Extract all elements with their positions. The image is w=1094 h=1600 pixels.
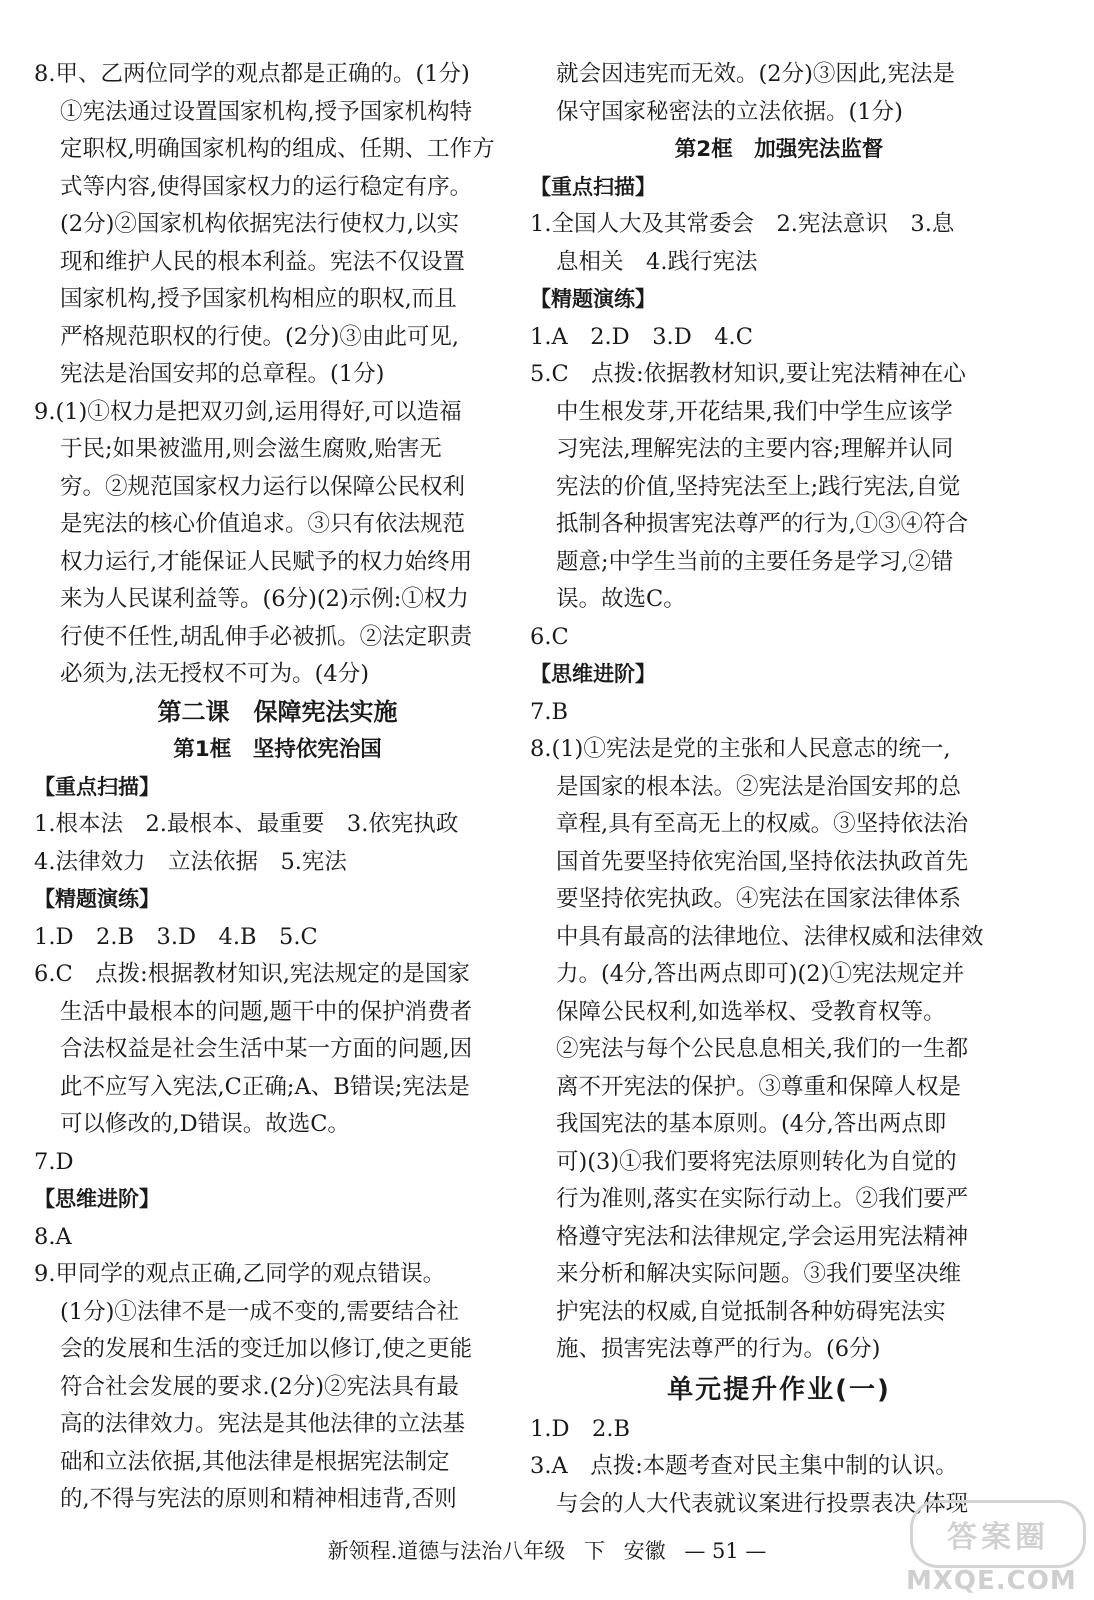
lesson-title: 第二课 保障宪法实施 — [157, 697, 398, 726]
watermark-logo: 答案圈 — [910, 1500, 1086, 1568]
answer-line: 就会因违宪而无效。(2分)③因此,宪法是 — [556, 61, 956, 87]
answer-line: 行使不任性,胡乱伸手必被抓。②法定职责 — [60, 623, 473, 650]
answer-line: 于民;如果被滥用,则会滋生腐败,贻害无 — [60, 436, 442, 462]
answer-line: 6.C — [530, 623, 569, 650]
answer-line: 5.C 点拨:依据教材知识,要让宪法精神在心 — [530, 361, 966, 387]
answer-line: 是宪法的核心价值追求。③只有依法规范 — [60, 511, 466, 537]
section-label: 【思维进阶】 — [34, 1187, 160, 1211]
answer-line: 题意;中学生当前的主要任务是学习,②错 — [556, 548, 954, 575]
answer-line: 4.法律效力 立法依据 5.宪法 — [34, 848, 347, 875]
watermark-url: MXQE.COM — [906, 1566, 1077, 1596]
answer-line: 格遵守宪法和法律规定,学会运用宪法精神 — [556, 1223, 969, 1250]
answer-line: ①宪法通过设置国家机构,授予国家机构特 — [60, 98, 473, 125]
right-column — [530, 56, 1028, 1523]
answer-line: 息相关 4.践行宪法 — [556, 248, 758, 275]
answer-line: 1.D 2.B 3.D 4.B 5.C — [34, 923, 318, 950]
answer-line: 6.C 点拨:根据教材知识,宪法规定的是国家 — [34, 961, 470, 987]
answer-line: 高的法律效力。宪法是其他法律的立法基 — [60, 1411, 466, 1437]
answer-line: 生活中最根本的问题,题干中的保护消费者 — [60, 998, 473, 1025]
answer-line: 严格规范职权的行使。(2分)③由此可见, — [60, 323, 460, 350]
answer-line: 保障公民权利,如选举权、受教育权等。 — [556, 998, 946, 1025]
answer-line: 1.D 2.B — [530, 1415, 631, 1442]
answer-line: 离不开宪法的保护。③尊重和保障人权是 — [556, 1073, 962, 1100]
answer-line: 可以修改的,D错误。故选C。 — [60, 1111, 350, 1137]
answer-line: 8.(1)①宪法是党的主张和人民意志的统一, — [530, 736, 951, 762]
answer-line: 习宪法,理解宪法的主要内容;理解并认同 — [556, 436, 954, 462]
answer-line: 式等内容,使得国家权力的运行稳定有序。 — [60, 173, 473, 200]
answer-line: 宪法的价值,坚持宪法至上;践行宪法,自觉 — [556, 473, 961, 500]
answer-line: 国家机构,授予国家机构相应的职权,而且 — [60, 286, 457, 312]
answer-line: 权力运行,才能保证人民赋予的权力始终用 — [60, 548, 473, 575]
answer-line: 础和立法依据,其他法律是根据宪法制定 — [60, 1448, 450, 1475]
answer-line: 可)(3)①我们要将宪法原则转化为自觉的 — [556, 1148, 957, 1175]
answer-line: 定职权,明确国家机构的组成、任期、工作方 — [60, 136, 495, 162]
answer-line: 1.A 2.D 3.D 4.C — [530, 323, 753, 350]
answer-line: 8.甲、乙两位同学的观点都是正确的。(1分) — [34, 61, 470, 87]
answer-line: 力。(4分,答出两点即可)(2)①宪法规定并 — [556, 961, 965, 987]
answer-line: 我国宪法的基本原则。(4分,答出两点即 — [556, 1111, 947, 1137]
answer-line: (2分)②国家机构依据宪法行使权力,以实 — [60, 211, 460, 237]
frame-title: 第2框 加强宪法监督 — [674, 137, 884, 162]
footer-book-title: 新领程.道德与法治八年级 — [327, 1539, 566, 1563]
answer-line: 来分析和解决实际问题。③我们要坚决维 — [556, 1261, 962, 1287]
frame-title: 第1框 坚持依宪治国 — [173, 737, 382, 762]
answer-line: 误。故选C。 — [556, 586, 686, 612]
answer-line: 此不应写入宪法,C正确;A、B错误;宪法是 — [60, 1073, 470, 1100]
answer-line: 9.(1)①权力是把双刃剑,运用得好,可以造福 — [34, 398, 462, 425]
answer-line: 会的发展和生活的变迁加以修订,使之更能 — [60, 1336, 473, 1362]
section-label: 【重点扫描】 — [530, 174, 656, 199]
answer-line: 中具有最高的法律地位、法律权威和法律效 — [556, 923, 984, 950]
answer-line: 章程,具有至高无上的权威。③坚持依法治 — [556, 811, 969, 837]
answer-line: 1.全国人大及其常委会 2.宪法意识 3.息 — [530, 211, 955, 237]
answer-line: 7.D — [34, 1148, 74, 1175]
answer-line: ②宪法与每个公民息息相关,我们的一生都 — [556, 1036, 969, 1062]
answer-line: 与会的人大代表就议案进行投票表决,体现 — [556, 1490, 969, 1517]
watermark — [900, 1500, 1090, 1600]
answer-line: 行为准则,落实在实际行动上。②我们要严 — [556, 1186, 969, 1212]
answer-line: 9.甲同学的观点正确,乙同学的观点错误。 — [34, 1261, 446, 1287]
answer-line: 3.A 点拨:本题考查对民主集中制的认识。 — [530, 1453, 958, 1479]
answer-line: 7.B — [530, 698, 569, 725]
answer-line: (1分)①法律不是一成不变的,需要结合社 — [60, 1298, 460, 1325]
answer-line: 抵制各种损害宪法尊严的行为,①③④符合 — [556, 511, 969, 537]
answer-line: 8.A — [34, 1223, 72, 1250]
answer-line: 要坚持依宪执政。④宪法在国家法律体系 — [556, 886, 962, 912]
answer-line: 穷。②规范国家权力运行以保障公民权利 — [60, 473, 466, 500]
unit-title: 单元提升作业(一) — [667, 1374, 891, 1405]
left-column — [34, 56, 521, 1519]
answer-line: 中生根发芽,开花结果,我们中学生应该学 — [556, 398, 953, 425]
answer-line: 施、损害宪法尊严的行为。(6分) — [556, 1336, 881, 1362]
answer-line: 现和维护人民的根本利益。宪法不仅设置 — [60, 248, 466, 275]
section-label: 【精题演练】 — [34, 887, 160, 911]
section-label: 【重点扫描】 — [34, 774, 160, 799]
answer-line: 护宪法的权威,自觉抵制各种妨碍宪法实 — [556, 1298, 946, 1325]
answer-line: 的,不得与宪法的原则和精神相违背,否则 — [60, 1486, 457, 1512]
section-label: 【精题演练】 — [530, 287, 656, 311]
answer-line: 合法权益是社会生活中某一方面的问题,因 — [60, 1036, 473, 1062]
answer-line: 是国家的根本法。②宪法是治国安邦的总 — [556, 773, 962, 800]
answer-line: 国首先要坚持依宪治国,坚持依法执政首先 — [556, 848, 969, 875]
answer-line: 保守国家秘密法的立法依据。(1分) — [556, 98, 903, 125]
footer-region: 安徽 — [623, 1539, 666, 1563]
page-number: — 51 — — [684, 1539, 767, 1563]
answer-line: 来为人民谋利益等。(6分)(2)示例:①权力 — [60, 586, 469, 612]
answer-line: 必须为,法无授权不可为。(4分) — [60, 661, 370, 687]
section-label: 【思维进阶】 — [530, 662, 656, 686]
answer-line: 符合社会发展的要求.(2分)②宪法具有最 — [60, 1373, 460, 1400]
answer-line: 宪法是治国安邦的总章程。(1分) — [60, 361, 385, 387]
answer-line: 1.根本法 2.最根本、最重要 3.依宪执政 — [34, 811, 459, 837]
footer-volume: 下 — [583, 1539, 605, 1563]
